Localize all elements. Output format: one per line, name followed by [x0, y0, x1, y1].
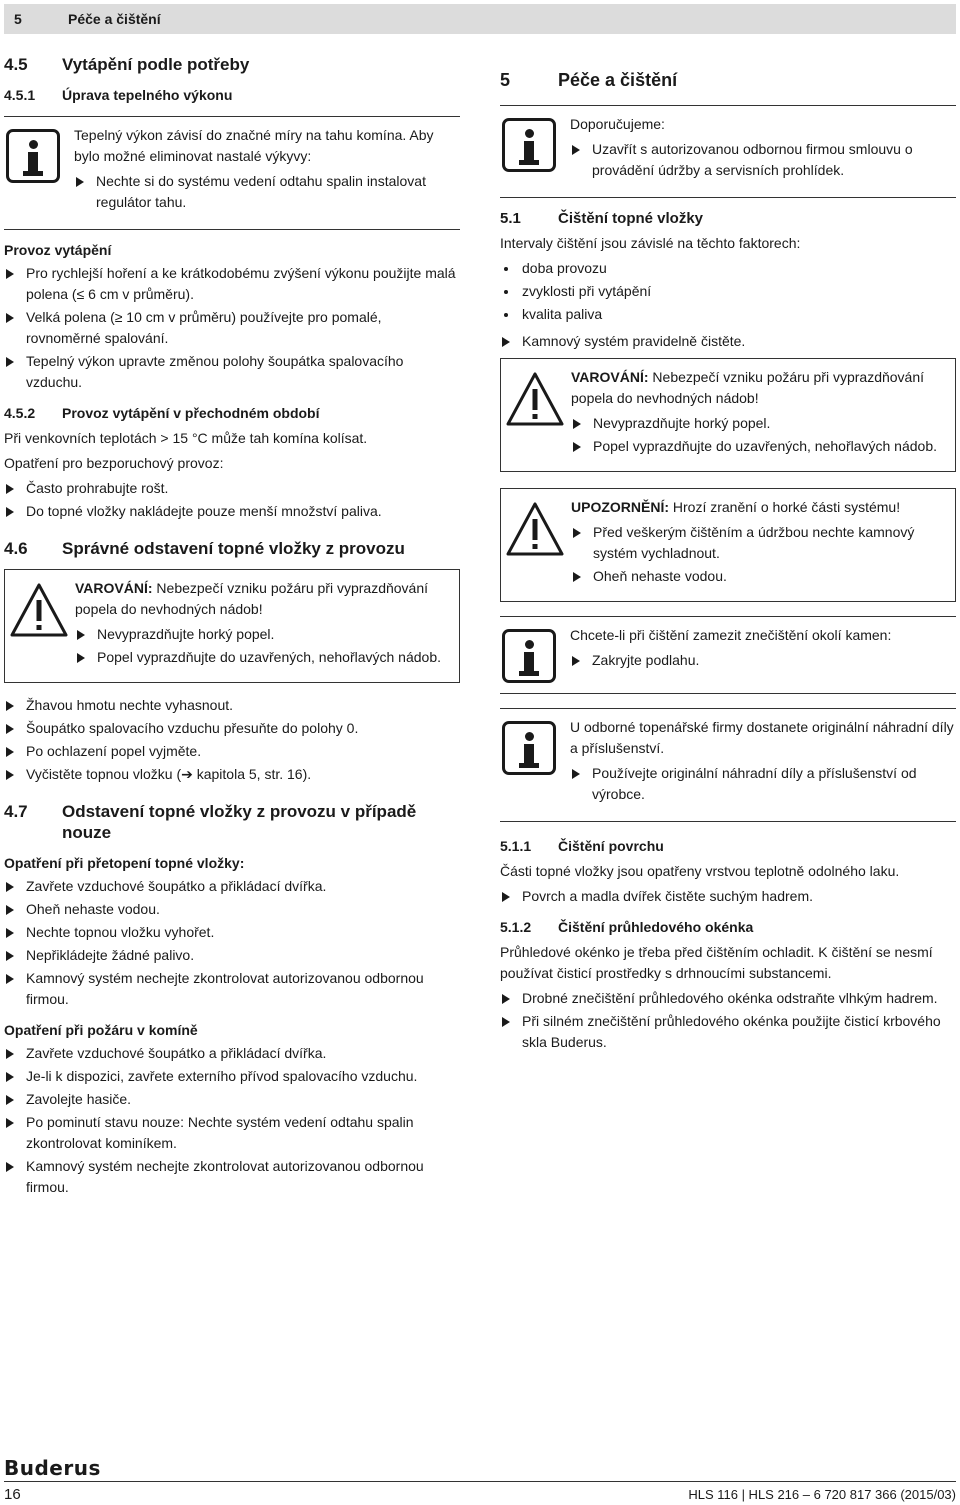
- list-item-text: Po ochlazení popel vyjměte.: [26, 743, 202, 759]
- info-list: [570, 650, 956, 671]
- arrow-bullet-icon: [6, 507, 14, 517]
- warning-triangle-icon: [505, 371, 565, 427]
- list-item: [4, 307, 460, 349]
- bullet-icon: [504, 267, 508, 271]
- heading-4-5-2: 4.5.2 Provoz vytápění v přechodném období: [4, 405, 320, 421]
- list-item-text: Drobné znečištění průhledového okénka odstraňte vlhkým hadrem.: [522, 990, 938, 1006]
- paragraph: Části topné vložky jsou opatřeny vrstvou teplotně odolného laku.: [500, 863, 900, 879]
- caution-label: UPOZORNĚNÍ:: [571, 499, 669, 515]
- list-item-text: Nechte si do systému vedení odtahu spalin instalovat regulátor tahu.: [96, 173, 426, 210]
- info-text: Tepelný výkon závisí do značné míry na tahu komína. Aby bylo možné eliminovat nastalé výkyvy:: [74, 127, 434, 164]
- list-item: [500, 886, 956, 907]
- bullet-icon: [504, 313, 508, 317]
- info-notice-draft: [4, 116, 460, 230]
- arrow-bullet-icon: [573, 528, 581, 538]
- list-item-text: Velká polena (≥ 10 cm v průměru) používejte pro pomalé, rovnoměrné spalování.: [26, 309, 382, 346]
- paragraph: Průhledové okénko je třeba před čištěním ochladit. K čištění se nesmí používat čisticí prostředky s drhnoucími substancemi.: [500, 944, 933, 981]
- overfiring-list: [4, 876, 460, 1010]
- chapter-number: 5: [14, 10, 22, 27]
- list-item-text: Popel vyprazdňujte do uzavřených, nehořlavých nádob.: [593, 438, 937, 454]
- list-item-text: kvalita paliva: [522, 306, 603, 322]
- list-item: [500, 304, 956, 325]
- list-item: [500, 988, 956, 1009]
- list-item-text: Po pominutí stavu nouze: Nechte systém vedení odtahu spalin zkontrolovat kominíkem.: [26, 1114, 414, 1151]
- factors-list: [500, 258, 956, 325]
- arrow-bullet-icon: [572, 656, 580, 666]
- caution-text: Hrozí zranění o horké části systému!: [669, 499, 901, 515]
- glass-list: [500, 988, 956, 1053]
- transition-list: [4, 478, 460, 522]
- chimney-fire-list: [4, 1043, 460, 1198]
- list-item-text: Žhavou hmotu nechte vyhasnout.: [26, 697, 234, 713]
- warning-notice-ash: [4, 569, 460, 683]
- paragraph: Intervaly čištění jsou závislé na těchto faktorech:: [500, 235, 801, 251]
- warning-notice-ash: [500, 358, 956, 472]
- list-item: [4, 876, 460, 897]
- arrow-bullet-icon: [6, 357, 14, 367]
- info-text: Chcete-li při čištění zamezit znečištění okolí kamen:: [570, 627, 892, 643]
- arrow-bullet-icon: [6, 905, 14, 915]
- list-item-text: Je-li k dispozici, zavřete externího přívod spalovacího vzduchu.: [26, 1068, 418, 1084]
- warning-text: Nebezpečí vzniku požáru při vyprazdňování popela do nevhodných nádob!: [75, 580, 429, 617]
- info-icon: [502, 721, 556, 775]
- list-item-text: Oheň nehaste vodou.: [593, 568, 727, 584]
- brand-logo: Buderus: [4, 1456, 101, 1480]
- arrow-bullet-icon: [76, 177, 84, 187]
- list-item: [4, 718, 460, 739]
- list-item-text: Nepřikládejte žádné palivo.: [26, 947, 195, 963]
- arrow-bullet-icon: [6, 1072, 14, 1082]
- list-item: [500, 281, 956, 302]
- warning-list: [571, 413, 955, 457]
- info-list: [74, 171, 460, 213]
- heading-chimney-fire: Opatření při požáru v komíně: [4, 1022, 198, 1038]
- list-item-text: Do topné vložky nakládejte pouze menší množství paliva.: [26, 503, 382, 519]
- info-icon: [6, 129, 60, 183]
- list-item: [4, 945, 460, 966]
- warning-label: VAROVÁNÍ:: [75, 580, 153, 596]
- arrow-bullet-icon: [502, 994, 510, 1004]
- arrow-bullet-icon: [6, 747, 14, 757]
- list-item: [4, 741, 460, 762]
- arrow-bullet-icon: [572, 769, 580, 779]
- arrow-bullet-icon: [502, 337, 510, 347]
- document-code: HLS 116 | HLS 216 – 6 720 817 366 (2015/03): [688, 1487, 956, 1502]
- list-item: [4, 1089, 460, 1110]
- heading-5-1-2: 5.1.2 Čištění průhledového okénka: [500, 919, 754, 935]
- list-item-text: Před veškerým čištěním a údržbou nechte kamnový systém vychladnout.: [593, 524, 915, 561]
- arrow-bullet-icon: [77, 630, 85, 640]
- chapter-header: [4, 4, 956, 34]
- list-item: [4, 1156, 460, 1198]
- arrow-bullet-icon: [6, 724, 14, 734]
- list-item-text: Zavřete vzduchové šoupátko a přikládací dvířka.: [26, 878, 327, 894]
- arrow-bullet-icon: [6, 484, 14, 494]
- arrow-bullet-icon: [6, 974, 14, 984]
- list-item: [4, 695, 460, 716]
- list-item-text: Zavolejte hasiče.: [26, 1091, 132, 1107]
- heading-5-1-1: 5.1.1 Čištění povrchu: [500, 838, 664, 854]
- info-text: Doporučujeme:: [570, 116, 665, 132]
- list-item-text: Nevyprazdňujte horký popel.: [593, 415, 771, 431]
- list-item-text: zvyklosti při vytápění: [522, 283, 652, 299]
- list-item-text: Šoupátko spalovacího vzduchu přesuňte do polohy 0.: [26, 720, 359, 736]
- footer-divider: [4, 1481, 956, 1482]
- list-item-text: Oheň nehaste vodou.: [26, 901, 160, 917]
- list-item: [571, 413, 955, 434]
- list-item: [570, 139, 956, 181]
- list-item-text: Popel vyprazdňujte do uzavřených, nehořlavých nádob.: [97, 649, 441, 665]
- list-item: [571, 436, 955, 457]
- list-item: [75, 647, 459, 668]
- list-item: [4, 1112, 460, 1154]
- paragraph: Při venkovních teplotách > 15 °C může tah komína kolísat.: [4, 430, 368, 446]
- clean-list: [500, 331, 956, 352]
- info-notice-parts: [500, 708, 956, 822]
- list-item: [570, 763, 956, 805]
- list-item-text: Nevyprazdňujte horký popel.: [97, 626, 275, 642]
- arrow-bullet-icon: [6, 1118, 14, 1128]
- arrow-bullet-icon: [572, 145, 580, 155]
- arrow-bullet-icon: [573, 419, 581, 429]
- warning-list: [75, 624, 459, 668]
- heading-4-5-1: 4.5.1 Úprava tepelného výkonu: [4, 87, 233, 103]
- info-list: [570, 139, 956, 181]
- info-text: U odborné topenářské firmy dostanete originální náhradní díly a příslušenství.: [570, 719, 954, 756]
- list-item: [4, 1066, 460, 1087]
- arrow-bullet-icon: [502, 1017, 510, 1027]
- heading-4-5: 4.5 Vytápění podle potřeby: [4, 55, 250, 74]
- list-item: [4, 922, 460, 943]
- info-notice-maintenance: [500, 105, 956, 198]
- heading-5: 5 Péče a čištění: [500, 70, 678, 90]
- right-column: [500, 70, 956, 1059]
- info-icon: [502, 118, 556, 172]
- arrow-bullet-icon: [6, 882, 14, 892]
- list-item-text: Zavřete vzduchové šoupátko a přikládací dvířka.: [26, 1045, 327, 1061]
- arrow-bullet-icon: [573, 572, 581, 582]
- list-item: [4, 501, 460, 522]
- arrow-bullet-icon: [573, 442, 581, 452]
- info-list: [570, 763, 956, 805]
- list-item-text: Nechte topnou vložku vyhořet.: [26, 924, 215, 940]
- info-icon: [502, 629, 556, 683]
- warning-triangle-icon: [9, 582, 69, 638]
- list-item-text: Při silném znečištění průhledového okénka použijte čisticí krbového skla Buderus.: [522, 1013, 941, 1050]
- heading-5-1: 5.1 Čištění topné vložky: [500, 210, 704, 227]
- list-item-text: Pro rychlejší hoření a ke krátkodobému zvýšení výkonu použijte malá polena (≤ 6 cm v průměru).: [26, 265, 456, 302]
- arrow-bullet-icon: [6, 928, 14, 938]
- heading-4-7: 4.7 Odstavení topné vložky z provozu v případě nouze: [4, 802, 417, 842]
- list-item: [571, 522, 955, 564]
- list-item-text: Kamnový systém nechejte zkontrolovat autorizovanou odbornou firmou.: [26, 970, 424, 1007]
- arrow-bullet-icon: [77, 653, 85, 663]
- warning-label: VAROVÁNÍ:: [571, 369, 649, 385]
- arrow-bullet-icon: [6, 1049, 14, 1059]
- list-item: [4, 968, 460, 1010]
- warning-text: Nebezpečí vzniku požáru při vyprazdňování popela do nevhodných nádob!: [571, 369, 925, 406]
- heading-overfiring: Opatření při přetopení topné vložky:: [4, 855, 245, 871]
- arrow-bullet-icon: [6, 770, 14, 780]
- arrow-bullet-icon: [502, 892, 510, 902]
- list-item-text: Používejte originální náhradní díly a příslušenství od výrobce.: [592, 765, 917, 802]
- caution-list: [571, 522, 955, 587]
- arrow-bullet-icon: [6, 313, 14, 323]
- paragraph: Opatření pro bezporuchový provoz:: [4, 455, 224, 471]
- provoz-list: [4, 263, 460, 393]
- shutdown-list: [4, 695, 460, 785]
- list-item-text: doba provozu: [522, 260, 607, 276]
- list-item-text: Kamnový systém pravidelně čistěte.: [522, 333, 746, 349]
- list-item-text: Často prohrabujte rošt.: [26, 480, 169, 496]
- list-item-text: Kamnový systém nechejte zkontrolovat autorizovanou odbornou firmou.: [26, 1158, 424, 1195]
- list-item-text: Vyčistěte topnou vložku (➔ kapitola 5, str. 16).: [26, 766, 312, 782]
- list-item: [500, 1011, 956, 1053]
- arrow-bullet-icon: [6, 1162, 14, 1172]
- arrow-bullet-icon: [6, 269, 14, 279]
- list-item: [4, 1043, 460, 1064]
- heading-provoz-vytapeni: Provoz vytápění: [4, 242, 112, 258]
- list-item-text: Uzavřít s autorizovanou odbornou firmou smlouvu o provádění údržby a servisních prohlídek.: [592, 141, 913, 178]
- arrow-bullet-icon: [6, 701, 14, 711]
- warning-triangle-icon: [505, 501, 565, 557]
- list-item: [4, 764, 460, 785]
- info-notice-floor: [500, 616, 956, 694]
- bullet-icon: [504, 290, 508, 294]
- caution-notice-hot: [500, 488, 956, 602]
- list-item-text: Povrch a madla dvířek čistěte suchým hadrem.: [522, 888, 814, 904]
- arrow-bullet-icon: [6, 1095, 14, 1105]
- list-item: [500, 258, 956, 279]
- list-item: [571, 566, 955, 587]
- left-column: [4, 54, 460, 1204]
- page-number: 16: [4, 1486, 21, 1503]
- list-item: [570, 650, 956, 671]
- list-item: [4, 263, 460, 305]
- surface-list: [500, 886, 956, 907]
- heading-4-6: 4.6 Správné odstavení topné vložky z provozu: [4, 539, 405, 558]
- list-item-text: Zakryjte podlahu.: [592, 652, 700, 668]
- list-item: [74, 171, 460, 213]
- arrow-bullet-icon: [6, 951, 14, 961]
- list-item: [4, 351, 460, 393]
- list-item: [4, 478, 460, 499]
- list-item: [4, 899, 460, 920]
- chapter-title: Péče a čištění: [68, 10, 161, 27]
- list-item-text: Tepelný výkon upravte změnou polohy šoupátka spalovacího vzduchu.: [26, 353, 404, 390]
- list-item: [500, 331, 956, 352]
- list-item: [75, 624, 459, 645]
